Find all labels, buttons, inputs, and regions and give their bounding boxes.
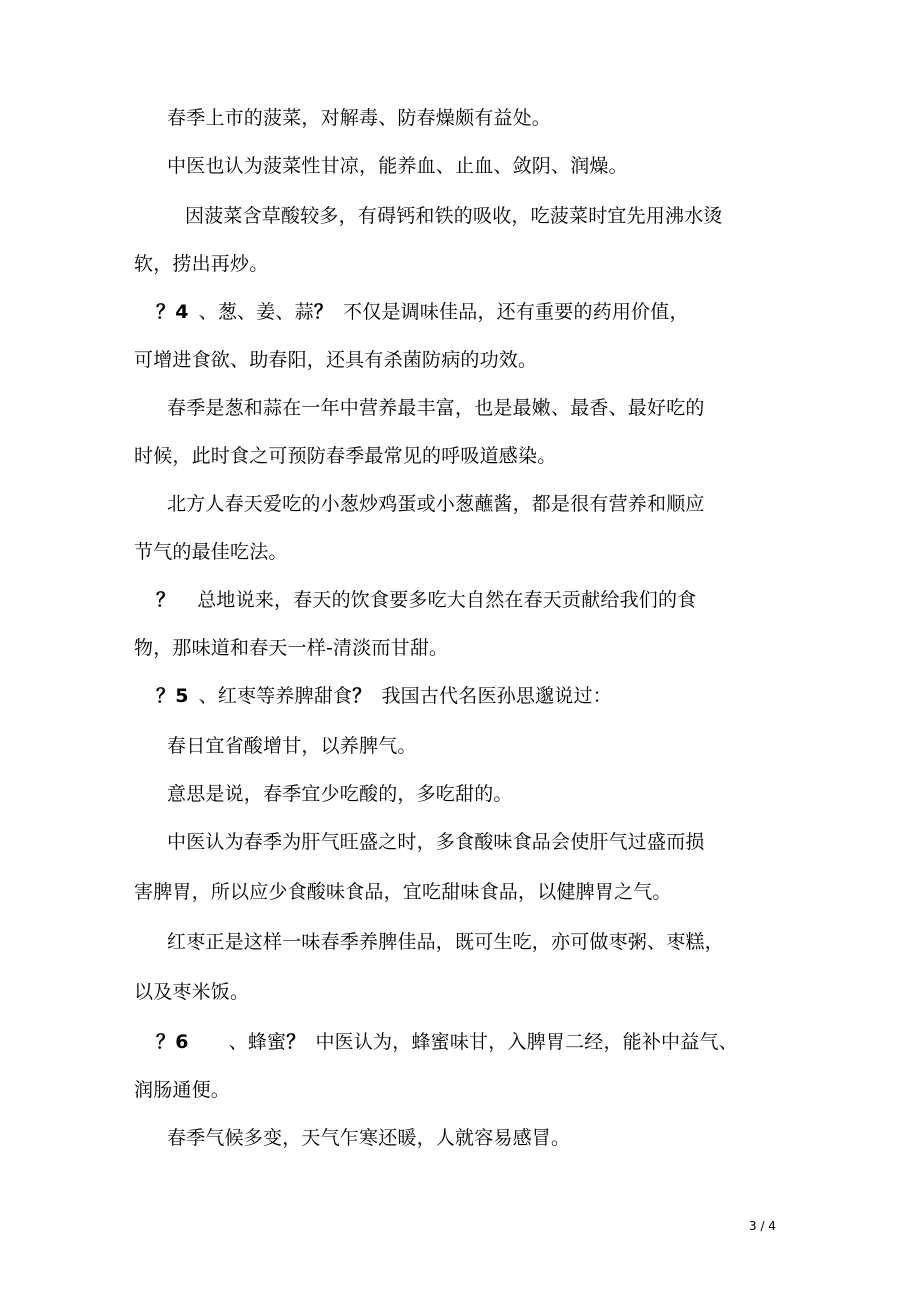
item-marker: ？4 bbox=[156, 301, 189, 323]
page-number: 3 / 4 bbox=[749, 1219, 776, 1233]
paragraph-line: 润肠通便。 bbox=[134, 1079, 231, 1101]
item-separator: 、 bbox=[198, 301, 218, 323]
item-marker: ？ bbox=[313, 301, 334, 323]
paragraph-line: 害脾胃，所以应少食酸味食品，宜吃甜味食品，以健脾胃之气。 bbox=[134, 881, 672, 903]
paragraph-line: 节气的最佳吃法。 bbox=[134, 541, 288, 563]
item-separator: 、 bbox=[198, 685, 218, 707]
paragraph-line: 北方人春天爱吃的小葱炒鸡蛋或小葱蘸酱，都是很有营养和顺应 bbox=[167, 493, 705, 515]
item-4-heading bbox=[156, 300, 689, 324]
item-6-heading bbox=[156, 1030, 738, 1054]
paragraph-line: 可增进食欲、助春阳，还具有杀菌防病的功效。 bbox=[134, 349, 538, 371]
item-marker: ？5 bbox=[156, 685, 189, 707]
item-marker: ？ bbox=[352, 685, 372, 707]
item-title: 葱、姜、蒜 bbox=[217, 301, 314, 323]
paragraph-line: 春季是葱和蒜在一年中营养最丰富，也是最嫩、最香、最好吃的 bbox=[167, 397, 705, 419]
item-title: 蜂蜜 bbox=[247, 1031, 287, 1053]
paragraph-line: 意思是说，春季宜少吃酸的，多吃甜的。 bbox=[167, 783, 513, 805]
item-title: 红枣等养脾甜食 bbox=[217, 685, 353, 707]
item-5-heading bbox=[156, 684, 612, 708]
item-marker: ？ bbox=[156, 589, 176, 611]
item-marker: ？ bbox=[286, 1031, 306, 1053]
paragraph-line: 以及枣米饭。 bbox=[134, 981, 250, 1003]
paragraph-line: 因菠菜含草酸较多，有碍钙和铁的吸收，吃菠菜时宜先用沸水烫 bbox=[185, 205, 723, 227]
paragraph-line: 物，那味道和春天一样-清淡而甘甜。 bbox=[134, 637, 449, 659]
paragraph-line: 红枣正是这样一味春季养脾佳品，既可生吃，亦可做枣粥、枣糕， bbox=[167, 931, 724, 953]
paragraph-line: 春季上市的菠菜，对解毒、防春燥颇有益处。 bbox=[167, 107, 552, 129]
item-text: 中医认为，蜂蜜味甘，入脾胃二经，能补中益气、 bbox=[315, 1031, 738, 1053]
item-text: 不仅是调味佳品，还有重要的药用价值， bbox=[343, 301, 689, 323]
summary-text: 总地说来，春天的饮食要多吃大自然在春天贡献给我们的食 bbox=[197, 589, 697, 611]
paragraph-line: 软，捞出再炒。 bbox=[134, 253, 269, 275]
summary-line bbox=[156, 588, 696, 612]
paragraph-line: 中医也认为菠菜性甘凉，能养血、止血、敛阴、润燥。 bbox=[167, 155, 628, 177]
item-marker: ？6 bbox=[156, 1031, 189, 1053]
paragraph-line: 时候，此时食之可预防春季最常见的呼吸道感染。 bbox=[134, 445, 557, 467]
item-separator: 、 bbox=[228, 1031, 248, 1053]
paragraph-line: 春季气候多变，天气乍寒还暖，人就容易感冒。 bbox=[167, 1127, 571, 1149]
item-text: 我国古代名医孙思邈说过： bbox=[381, 685, 612, 707]
paragraph-line: 中医认为春季为肝气旺盛之时，多食酸味食品会使肝气过盛而损 bbox=[167, 831, 705, 853]
paragraph-line: 春日宜省酸增甘，以养脾气。 bbox=[167, 735, 417, 757]
